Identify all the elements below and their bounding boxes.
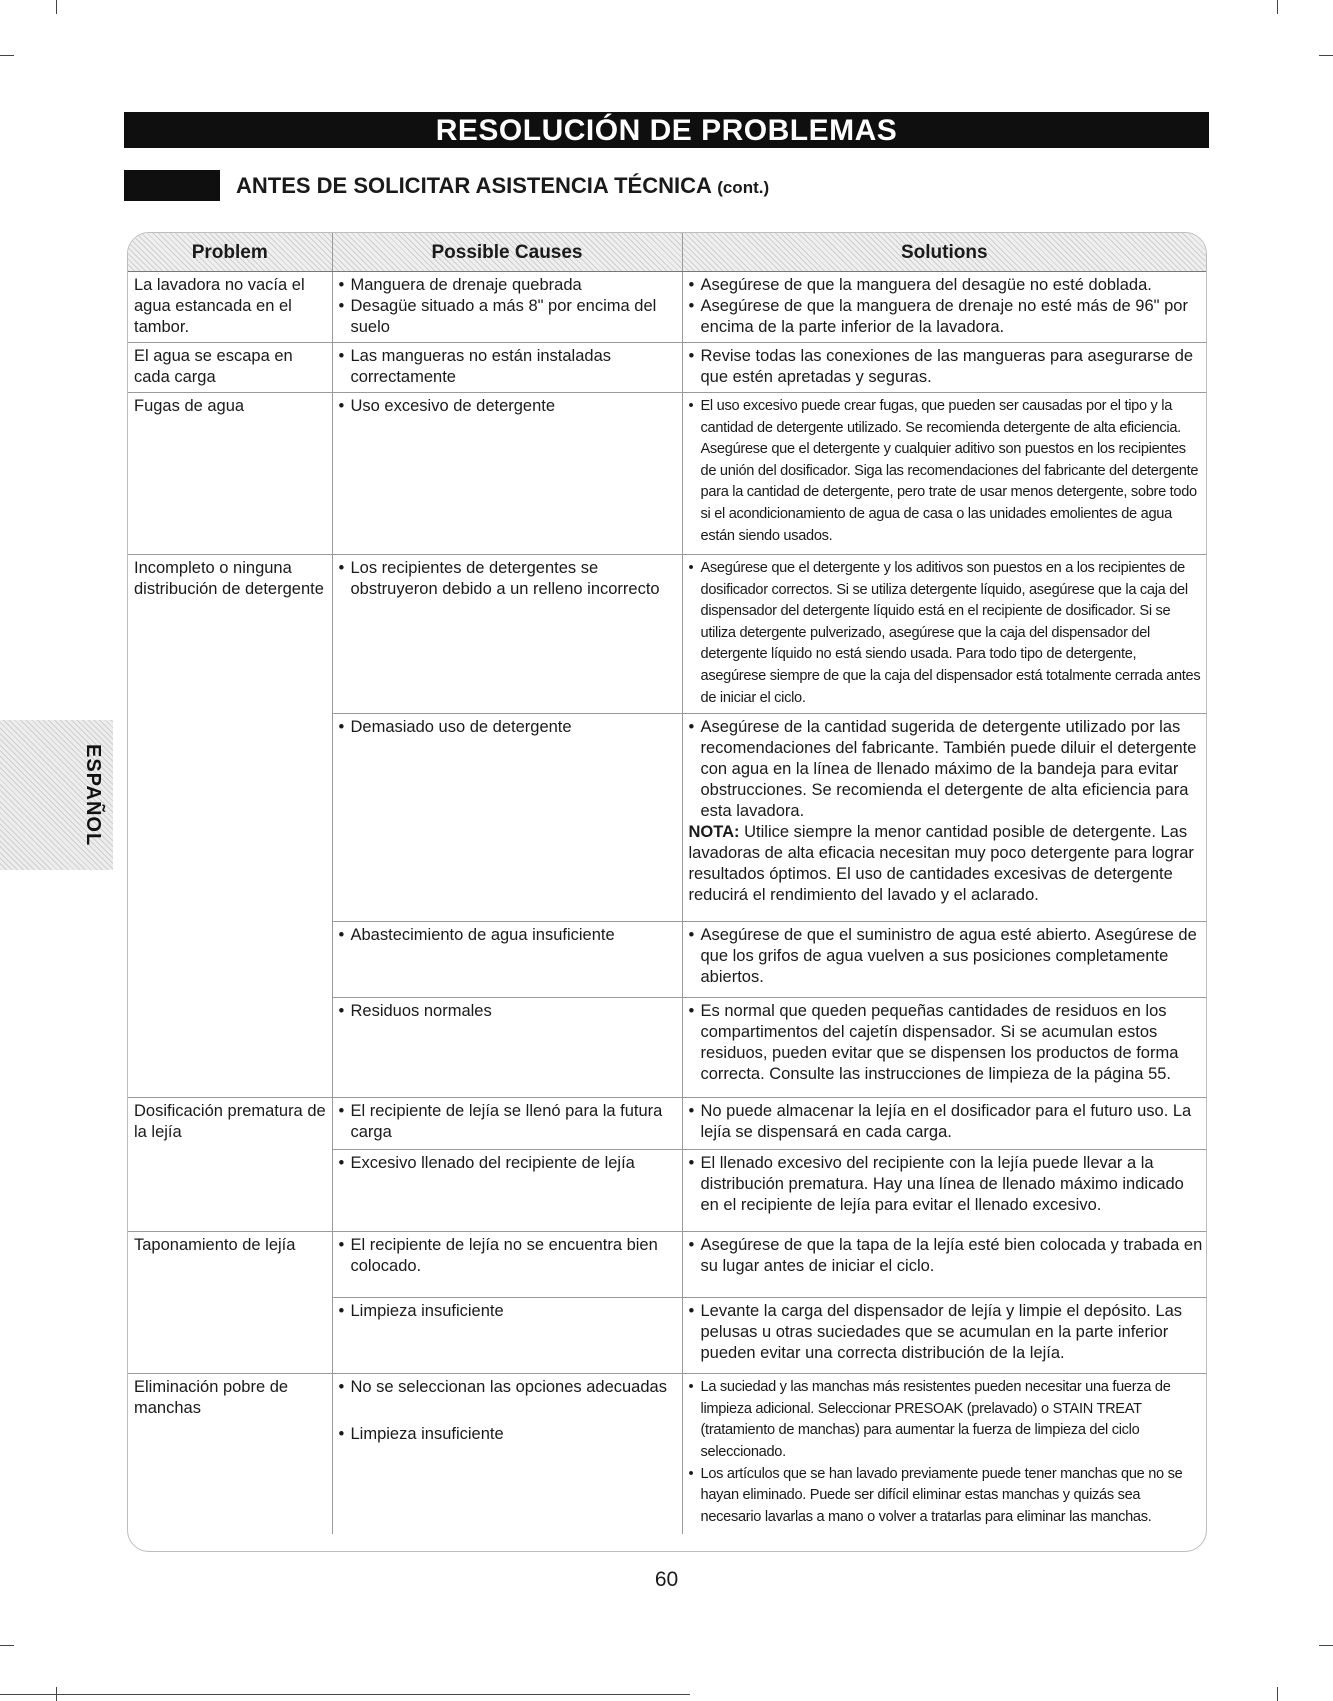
cause-item: • Demasiado uso de detergente: [339, 717, 678, 738]
cause-item: • Los recipientes de detergentes se obstruyeron debido a un relleno incorrecto: [339, 558, 678, 600]
solution-item: • Los artículos que se han lavado previamente puede tener manchas que no se hayan eliminado. Puede ser difícil eliminar estas manchas y quizás sea necesario lavarlas a mano o volver a tratarlas para eliminar las manchas.: [689, 1464, 1205, 1529]
footer-rule: [0, 1694, 690, 1695]
solutions-cell: [682, 1232, 1206, 1298]
header-problem: Problem: [128, 233, 332, 272]
causes-cell: [332, 393, 682, 555]
causes-cell: [332, 343, 682, 393]
solutions-cell: [682, 393, 1206, 555]
causes-cell: [332, 555, 682, 714]
solution-item: • Revise todas las conexiones de las mangueras para asegurarse de que estén apretadas y seguras.: [689, 346, 1205, 388]
problem-cell: Fugas de agua: [128, 393, 332, 555]
causes-cell: [332, 922, 682, 998]
table-row: [128, 272, 1206, 343]
solution-item: • El uso excesivo puede crear fugas, que pueden ser causadas por el tipo y la cantidad de detergente utilizado. Se recomienda detergente de alta eficiencia. Asegúrese que el detergente y cualquier aditivo son puestos en los recipientes de unión del dosificador. Siga las recomendaciones del fabricante del detergente para la cantidad de detergente, pero trate de usar menos detergente, sobre todo si el acondicionamiento de agua de casa o las unidades emolientes de agua están siendo usados.: [689, 396, 1205, 547]
troubleshooting-table: [128, 233, 1206, 1534]
causes-cell: [332, 1150, 682, 1232]
header-solutions: Solutions: [682, 233, 1206, 272]
table-row: [128, 1374, 1206, 1534]
solution-item: • Asegúrese de que el suministro de agua esté abierto. Asegúrese de que los grifos de agua vuelven a sus posiciones completamente abiertos.: [689, 925, 1205, 988]
cause-item: • Residuos normales: [339, 1001, 678, 1022]
solutions-cell: [682, 998, 1206, 1098]
crop-mark: [1319, 1645, 1333, 1646]
crop-mark: [0, 55, 14, 56]
problem-cell: Dosificación prematura de la lejía: [128, 1098, 332, 1232]
cause-item: • No se seleccionan las opciones adecuadas: [339, 1377, 678, 1398]
table-header-row: [128, 233, 1206, 272]
cause-item: • Uso excesivo de detergente: [339, 396, 678, 417]
causes-cell: [332, 1098, 682, 1150]
solution-item: • Asegúrese de la cantidad sugerida de detergente utilizado por las recomendaciones del fabricante. También puede diluir el detergente con agua en la línea de llenado máximo de la bandeja para evitar obstrucciones. Se recomienda el detergente de alta eficiencia para esta lavadora.: [689, 717, 1205, 822]
note-block: [689, 822, 1205, 906]
problem-cell: Taponamiento de lejía: [128, 1232, 332, 1374]
solution-item: • No puede almacenar la lejía en el dosificador para el futuro uso. La lejía se dispensará en cada carga.: [689, 1101, 1205, 1143]
solution-item: • Asegúrese de que la manguera de drenaje no esté más de 96" por encima de la parte inferior de la lavadora.: [689, 296, 1205, 338]
header-possible-causes: Possible Causes: [332, 233, 682, 272]
solutions-cell: [682, 343, 1206, 393]
crop-mark: [1319, 55, 1333, 56]
solution-item: • El llenado excesivo del recipiente con la lejía puede llevar a la distribución prematura. Hay una línea de llenado máximo indicado en el recipiente de lejía para evitar el llenado excesivo.: [689, 1153, 1205, 1216]
section-marker-bar: [124, 170, 220, 201]
section-suffix: (cont.): [717, 178, 770, 197]
cause-item: • Manguera de drenaje quebrada: [339, 275, 678, 296]
solution-item: • Asegúrese de que la tapa de la lejía esté bien colocada y trabada en su lugar antes de iniciar el ciclo.: [689, 1235, 1205, 1277]
cause-item: • Desagüe situado a más 8" por encima del suelo: [339, 296, 678, 338]
cause-item: • El recipiente de lejía se llenó para la futura carga: [339, 1101, 678, 1143]
causes-cell: [332, 1374, 682, 1534]
causes-cell: [332, 272, 682, 343]
table-row: [128, 343, 1206, 393]
causes-cell: [332, 1232, 682, 1298]
solutions-cell: [682, 922, 1206, 998]
solutions-cell: [682, 1098, 1206, 1150]
table-row: [128, 1232, 1206, 1298]
causes-cell: [332, 714, 682, 922]
problem-cell: Eliminación pobre de manchas: [128, 1374, 332, 1534]
section-heading: [236, 171, 769, 203]
solution-item: • Levante la carga del dispensador de lejía y limpie el depósito. Las pelusas u otras suciedades que se acumulan en la parte inferior pueden evitar una correcta distribución de la lejía.: [689, 1301, 1205, 1364]
page-number: 60: [654, 1568, 679, 1591]
solutions-cell: [682, 714, 1206, 922]
note-label: NOTA:: [688, 823, 740, 842]
problem-cell: Incompleto o ninguna distribución de detergente: [128, 555, 332, 1098]
crop-mark: [1277, 1687, 1278, 1701]
page-banner-title: RESOLUCIÓN DE PROBLEMAS: [124, 112, 1209, 148]
cause-item: • Abastecimiento de agua insuficiente: [339, 925, 678, 946]
cause-item: • Limpieza insuficiente: [339, 1424, 678, 1445]
note-text: Utilice siempre la menor cantidad posible de detergente. Las lavadoras de alta eficacia necesitan muy poco detergente para lograr resultados óptimos. El uso de cantidades excesivas de detergente reducirá el rendimiento del lavado y el aclarado.: [688, 823, 1194, 905]
section-title: ANTES DE SOLICITAR ASISTENCIA TÉCNICA: [236, 173, 712, 198]
solutions-cell: [682, 1150, 1206, 1232]
causes-cell: [332, 1298, 682, 1374]
solution-item: • Es normal que queden pequeñas cantidades de residuos en los compartimentos del cajetín dispensador. Si se acumulan estos residuos, pueden evitar que se dispensen los productos de forma correcta. Consulte las instrucciones de limpieza de la página 55.: [689, 1001, 1205, 1085]
cause-item: • Las mangueras no están instaladas correctamente: [339, 346, 678, 388]
crop-mark: [1277, 0, 1278, 14]
solution-item: • Asegúrese de que la manguera del desagüe no esté doblada.: [689, 275, 1205, 296]
cause-item: • Excesivo llenado del recipiente de lejía: [339, 1153, 678, 1174]
solution-item: • Asegúrese que el detergente y los aditivos son puestos en a los recipientes de dosificador correctos. Si se utiliza detergente líquido, asegúrese que la caja del dispensador del detergente líquido está en el recipiente de dosificador. Si se utiliza detergente pulverizado, asegúrese que la caja del dispensador del detergente líquido no está siendo usada. Para todo tipo de detergente, asegúrese siempre de que la caja del dispensador está totalmente cerrada antes de iniciar el ciclo.: [689, 558, 1205, 709]
solutions-cell: [682, 1374, 1206, 1534]
solutions-cell: [682, 555, 1206, 714]
table-row: [128, 555, 1206, 714]
crop-mark: [0, 1645, 14, 1646]
causes-cell: [332, 998, 682, 1098]
solutions-cell: [682, 272, 1206, 343]
cause-item: • El recipiente de lejía no se encuentra bien colocado.: [339, 1235, 678, 1277]
problem-cell: La lavadora no vacía el agua estancada en el tambor.: [128, 272, 332, 343]
table-row: [128, 393, 1206, 555]
table-row: [128, 1098, 1206, 1150]
solution-item: • La suciedad y las manchas más resistentes pueden necesitar una fuerza de limpieza adicional. Seleccionar PRESOAK (prelavado) o STAIN TREAT (tratamiento de manchas) para aumentar la fuerza de limpieza del ciclo seleccionado.: [689, 1377, 1205, 1463]
cause-item: • Limpieza insuficiente: [339, 1301, 678, 1322]
problem-cell: El agua se escapa en cada carga: [128, 343, 332, 393]
language-side-tab-label: ESPAÑOL: [82, 744, 104, 847]
crop-mark: [56, 0, 57, 14]
troubleshooting-table-frame: [127, 232, 1207, 1552]
solutions-cell: [682, 1298, 1206, 1374]
